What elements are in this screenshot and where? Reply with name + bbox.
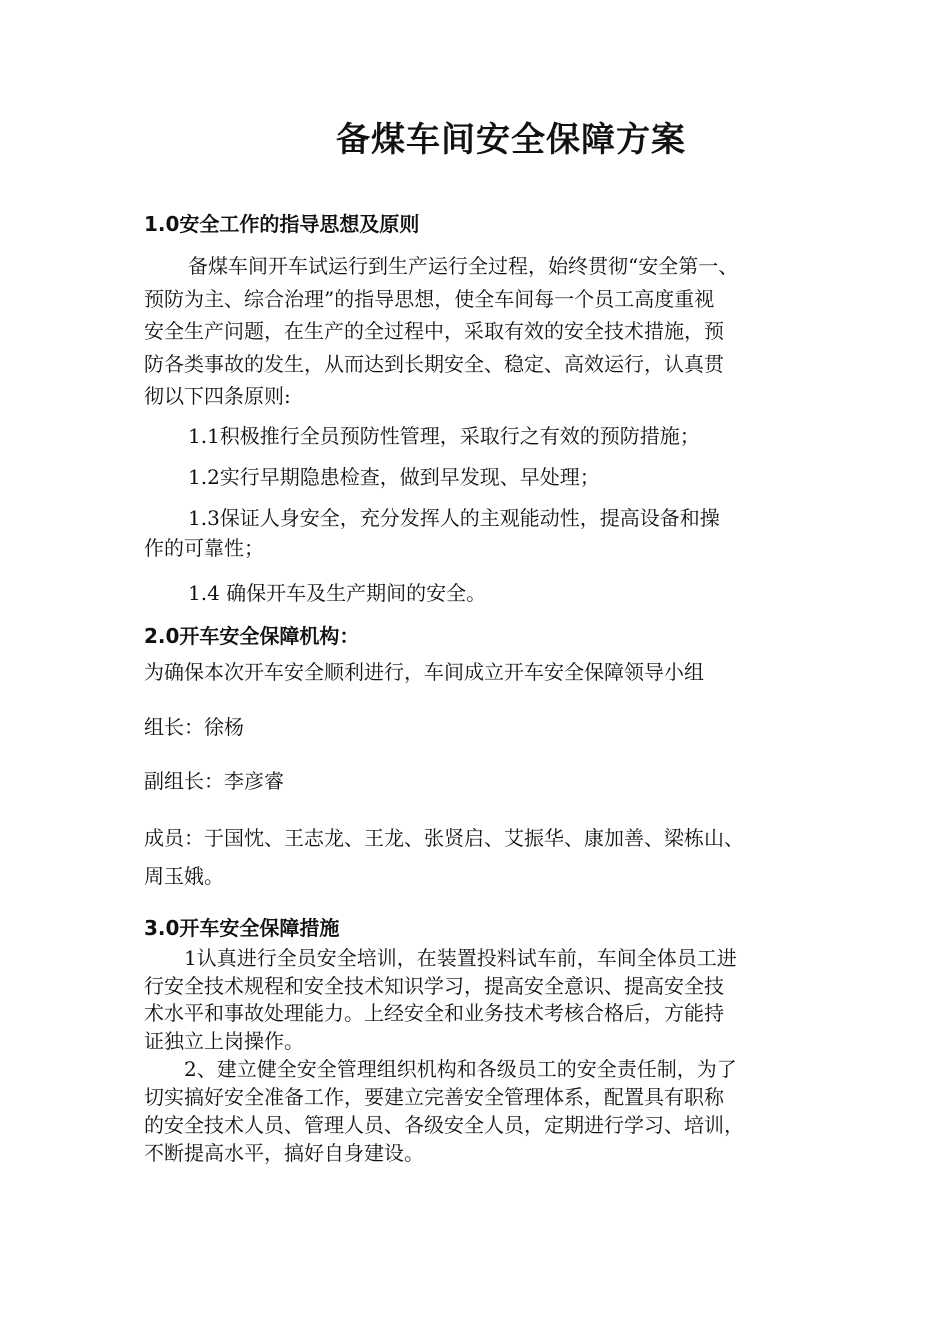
paragraph-line: 1认真进行全员安全培训，在装置投料试车前，车间全体员工进 <box>184 946 737 970</box>
paragraph-line: 术水平和事故处理能力。上经安全和业务技术考核合格后，方能持 <box>144 1001 724 1025</box>
principle-1: 1.1积极推行全员预防性管理，采取行之有效的预防措施； <box>188 424 700 448</box>
paragraph-line: 安全生产问题，在生产的全过程中，采取有效的安全技术措施，预 <box>144 319 724 343</box>
paragraph-line: 切实搞好安全准备工作，要建立完善安全管理体系，配置具有职称 <box>144 1085 724 1109</box>
paragraph-line: 2、建立健全安全管理组织机构和各级员工的安全责任制，为了 <box>184 1057 737 1081</box>
paragraph-line: 防各类事故的发生，从而达到长期安全、稳定、高效运行，认真贯 <box>144 351 724 376</box>
section-3-heading: 3.0开车安全保障措施 <box>144 916 340 940</box>
section-2-intro: 为确保本次开车安全顺利进行，车间成立开车安全保障领导小组 <box>144 660 704 684</box>
section-2-heading: 2.0开车安全保障机构： <box>144 624 360 648</box>
principle-2: 1.2实行早期隐患检查，做到早发现、早处理； <box>188 465 600 489</box>
paragraph-line: 预防为主、综合治理”的指导思想，使全车间每一个员工高度重视 <box>144 286 715 311</box>
measure-1-paragraph <box>144 945 808 1055</box>
section-1-heading: 1.0安全工作的指导思想及原则 <box>144 212 420 236</box>
paragraph-line: 的安全技术人员、管理人员、各级安全人员，定期进行学习、培训， <box>144 1113 744 1137</box>
paragraph-line: 周玉娥。 <box>144 864 224 888</box>
deputy-leader: 副组长：李彦睿 <box>144 769 284 793</box>
section-1-intro-paragraph <box>144 250 808 413</box>
document-title: 备煤车间安全保障方案 <box>336 120 686 160</box>
paragraph-line: 证独立上岗操作。 <box>144 1028 304 1053</box>
paragraph-line: 不断提高水平，搞好自身建设。 <box>144 1141 424 1165</box>
paragraph-line: 成员：于国忱、王志龙、王龙、张贤启、艾振华、康加善、梁栋山、 <box>144 826 744 850</box>
paragraph-line: 备煤车间开车试运行到生产运行全过程，始终贯彻“安全第一、 <box>188 254 739 278</box>
paragraph-line: 行安全技术规程和安全技术知识学习，提高安全意识、提高安全技 <box>144 973 724 998</box>
principle-3 <box>144 503 808 563</box>
principle-4: 1.4 确保开车及生产期间的安全。 <box>188 581 487 605</box>
group-leader: 组长：徐杨 <box>144 715 244 739</box>
paragraph-line: 彻以下四条原则: <box>144 384 291 408</box>
paragraph-line: 作的可靠性； <box>144 536 264 560</box>
paragraph-line: 1.3保证人身安全，充分发挥人的主观能动性，提高设备和操 <box>188 506 720 530</box>
measure-2-paragraph <box>144 1055 808 1167</box>
group-members <box>144 819 808 895</box>
